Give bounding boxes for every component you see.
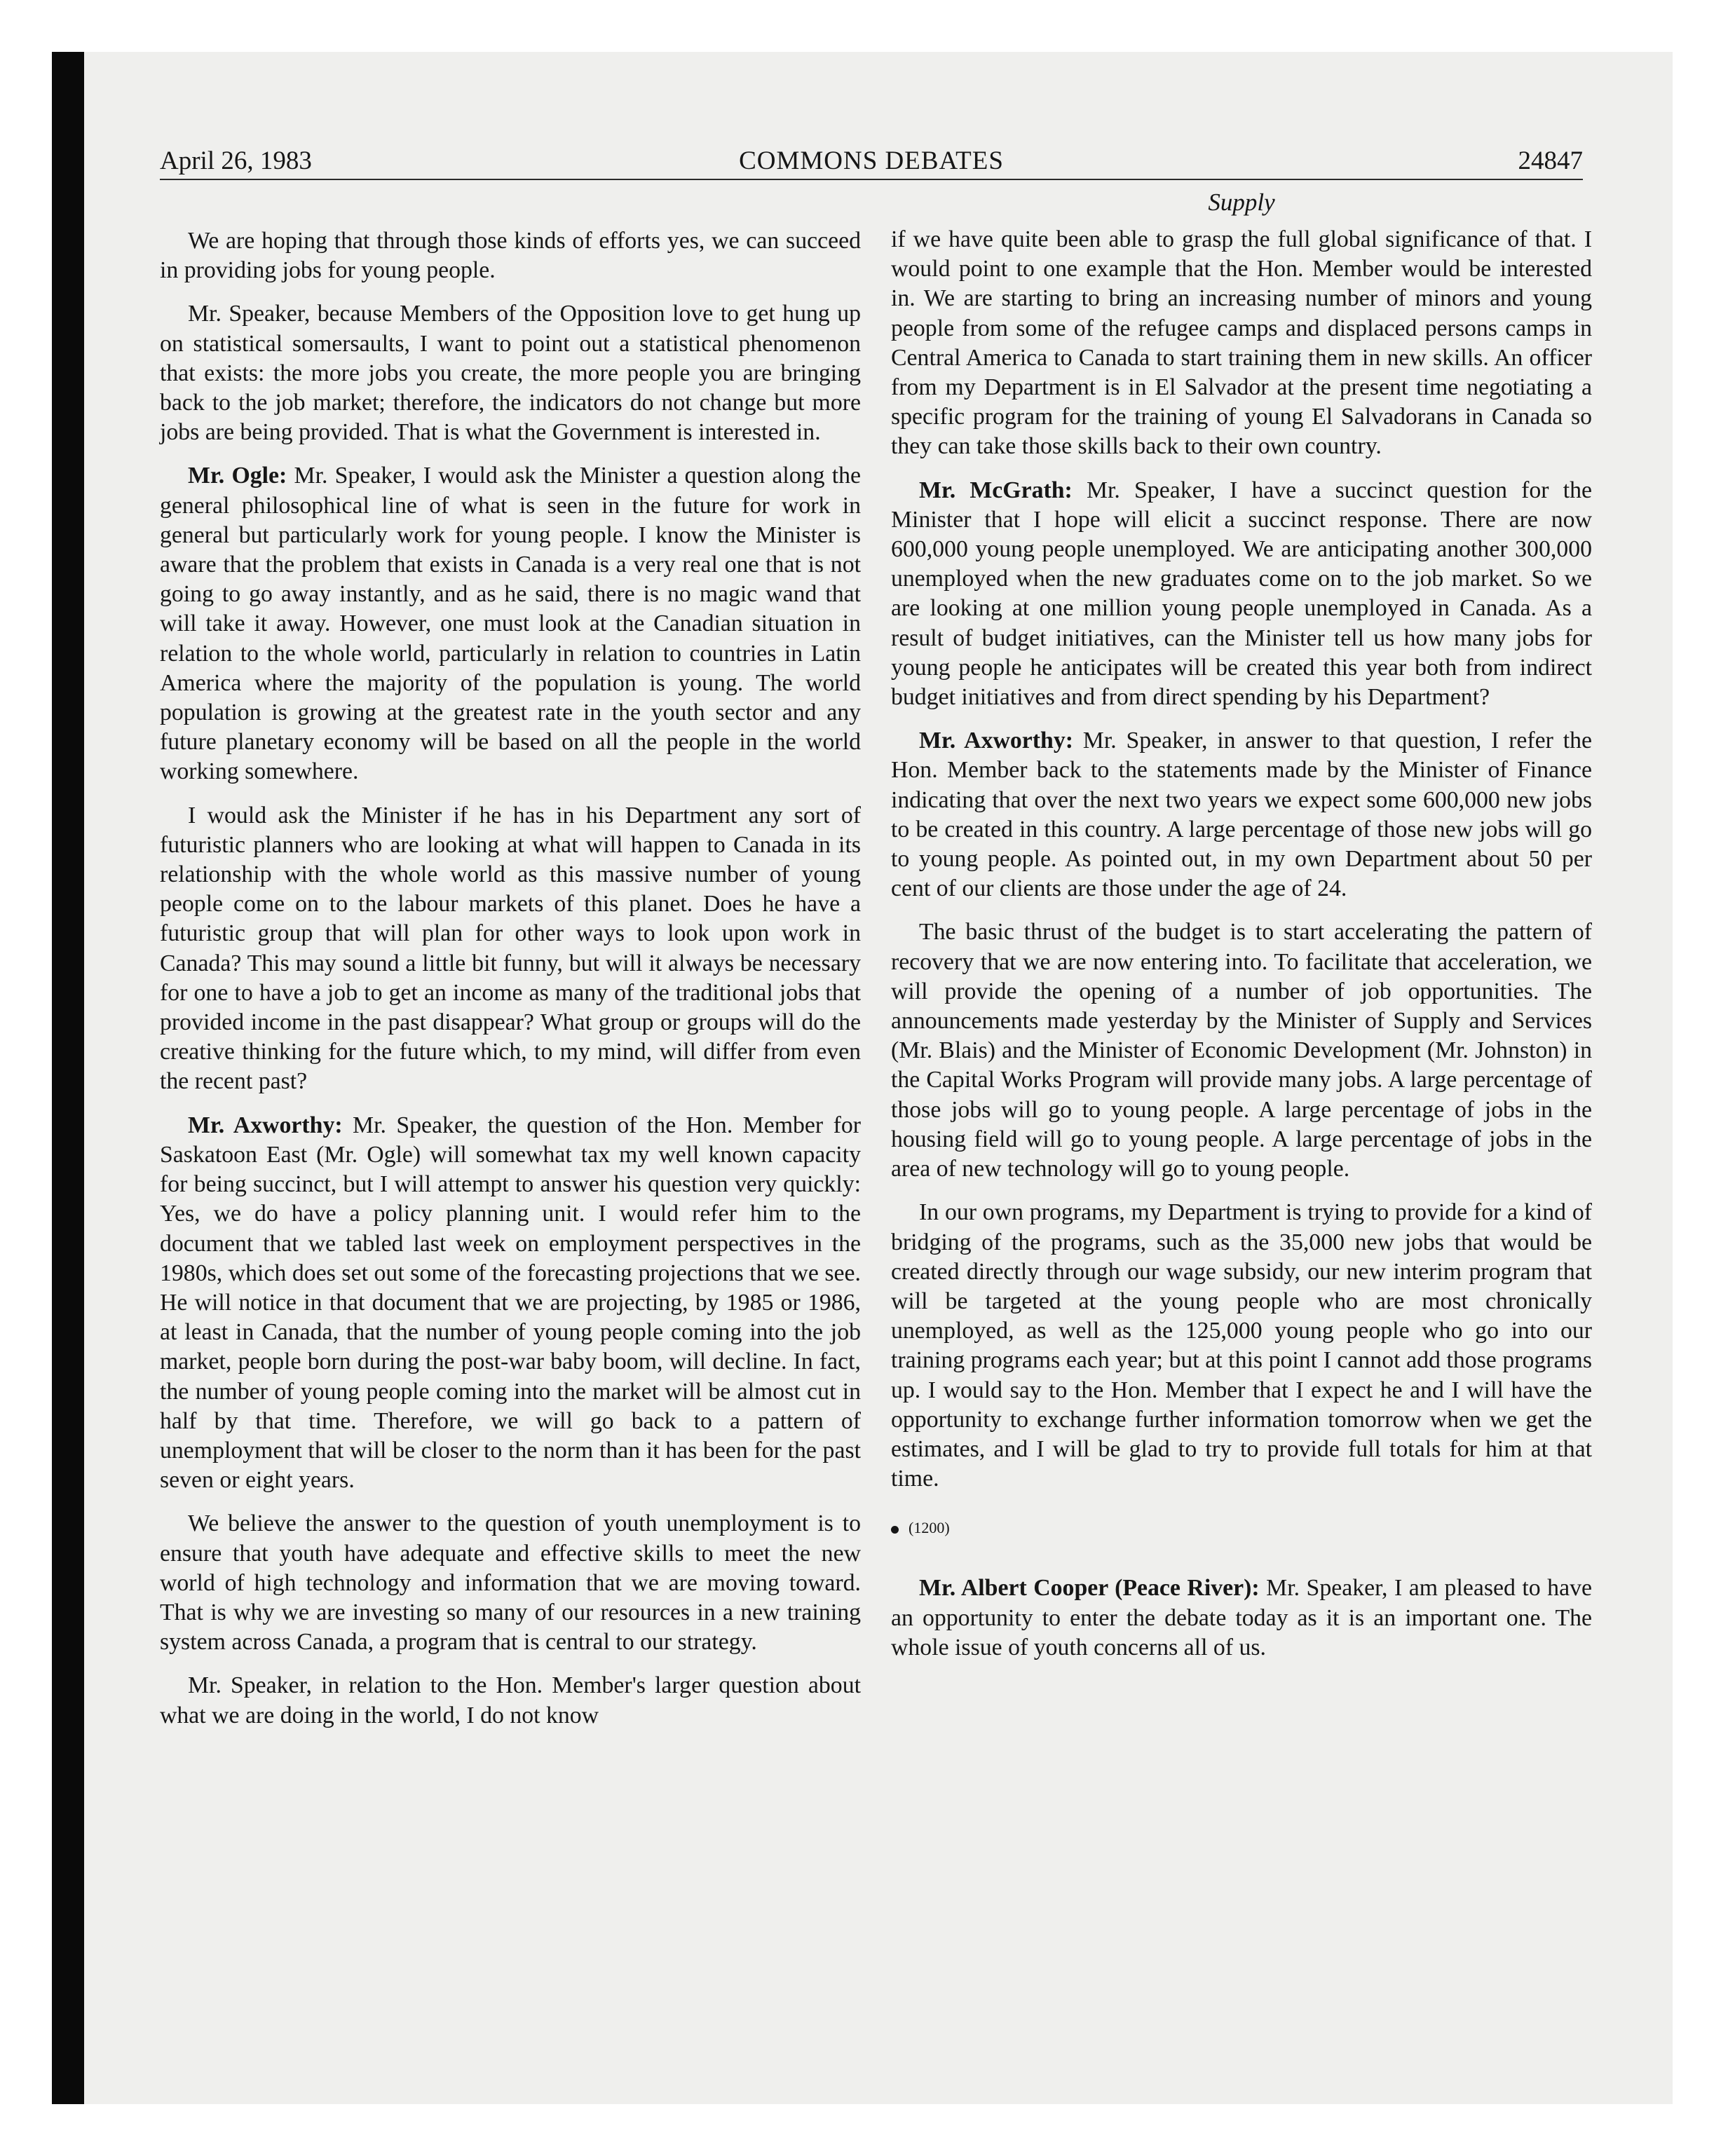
- left-column: [160, 226, 861, 1745]
- paragraph: [891, 476, 1592, 713]
- paragraph-text: Mr. Speaker, because Members of the Opposition love to get hung up on statistical somersaults, I want to point out a statistical phenomenon that exists: the more jobs you create, the more people you are bringing back to the job market; therefore, the indicators do not change but more jobs are being provided. That is what the Government is interested in.: [160, 301, 861, 446]
- paragraph: [160, 461, 861, 786]
- paragraph: [891, 1198, 1592, 1494]
- paragraph-text: Mr. Speaker, the question of the Hon. Member for Saskatoon East (Mr. Ogle) will somewhat tax my well known capacity for being succinct, but I will attempt to answer his question very quickly: Yes, we do have a policy planning unit. I would refer him to the document that we tabled last week on employment perspectives in the 1980s, which does set out some of the forecasting projections that we see. He will notice in that document that we are projecting, by 1985 or 1986, at least in Canada, that the number of young people coming into the job market, people born during the post-war baby boom, will decline. In fact, the number of young people coming into the market will be almost cut in half by that time. Therefore, we will go back to a pattern of unemployment that will be closer to the norm than it has been for the past seven or eight years.: [160, 1112, 862, 1494]
- paragraph: [160, 1671, 861, 1730]
- paragraph-text: The basic thrust of the budget is to start accelerating the pattern of recovery that we are now entering into. To facilitate that acceleration, we will provide the opening of a number of job opportunities. The announcements made yesterday by the Minister of Supply and Services (Mr. Blais) and the Minister of Economic Development (Mr. Johnston) in the Capital Works Program will provide many jobs. A large percentage of those jobs will go to young people. A large percentage of jobs in the housing field will go to young people. A large percentage of jobs in the area of new technology will go to young people.: [891, 919, 1592, 1182]
- paragraph-text: Mr. Speaker, I would ask the Minister a question along the general philosophical line of what is seen in the future for work in general but particularly work for young people. I know the Minister is aware that the problem that exists in Canada is a very real one that is not going to go away instantly, and as he said, there is no magic wand that will take it away. However, one must look at the Canadian situation in relation to the whole world, particularly in relation to countries in Latin America where the majority of the population is young. The world population is growing at the greatest rate in the youth sector and any future planetary economy will be based on all the people in the world working somewhere.: [160, 463, 862, 785]
- paragraph-text: Mr. Speaker, in answer to that question, I refer the Hon. Member back to the statements made by the Minister of Finance indicating that over the next two years we expect some 600,000 new jobs to be created in this country. A large percentage of those new jobs will go to young people. As pointed out, in my own Department about 50 per cent of our clients are those under the age of 24.: [891, 728, 1592, 902]
- speaker-name: Mr. Axworthy:: [188, 1112, 343, 1138]
- paragraph-text: In our own programs, my Department is trying to provide for a kind of bridging of the programs, such as the 35,000 new jobs that would be created directly through our wage subsidy, our new interim program that will be targeted at the young people who are most chronically unemployed, as well as the 125,000 young people who go into our training programs each year; but at this point I cannot add those programs up. I would say to the Hon. Member that I expect he and I will have the opportunity to exchange further information tomorrow when we get the estimates, and I will be glad to try to provide full totals for him at that time.: [891, 1199, 1592, 1492]
- header-date: April 26, 1983: [160, 146, 312, 175]
- paragraph: [160, 226, 861, 285]
- speaker-name: Mr. Axworthy:: [919, 728, 1073, 754]
- paragraph-text: Mr. Speaker, I have a succinct question for the Minister that I hope will elicit a succinct response. There are now 600,000 young people unemployed. We are anticipating another 300,000 unemployed when the new graduates come on to the job market. So we are looking at one million young people unemployed in Canada. As a result of budget initiatives, can the Minister tell us how many jobs for young people he anticipates will be created this year both from indirect budget initiatives and from direct spending by his Department?: [891, 477, 1593, 711]
- speaker-name: Mr. Ogle:: [188, 463, 287, 489]
- paragraph: [891, 917, 1592, 1184]
- paragraph-text: I would ask the Minister if he has in his Department any sort of futuristic planners who are looking at what will happen to Canada in its relationship with the whole world as this massive number of young people come on to the labour markets of this planet. Does he have a futuristic group that will plan for other ways to look upon work in Canada? This may sound a little bit funny, but will it always be necessary for one to have a job to get an income as many of the traditional jobs that provided income in the past disappear? What group or groups will do the creative thinking for the future which, to my mind, will differ from even the recent past?: [160, 802, 861, 1095]
- right-column-body: [891, 225, 1592, 1494]
- speaker-name: Mr. McGrath:: [919, 477, 1073, 503]
- paragraph-text: Mr. Speaker, I am pleased to have an opportunity to enter the debate today as it is an important one. The whole issue of youth concerns all of us.: [891, 1575, 1592, 1660]
- paragraph-text: if we have quite been able to grasp the full global significance of that. I would point to one example that the Hon. Member would be interested in. We are starting to bring an increasing number of minors and young people from some of the refugee camps and displaced persons camps in Central America to Canada to start training them in new skills. An officer from my Department is in El Salvador at the present time negotiating a specific program for the training of young El Salvadorans in Canada so they can take those skills back to their own country.: [891, 226, 1592, 460]
- paragraph-text: Mr. Speaker, in relation to the Hon. Member's larger question about what we are doing in the world, I do not know: [160, 1672, 861, 1728]
- paragraph: [891, 225, 1592, 462]
- paragraph: [160, 299, 861, 447]
- header-page-number: 24847: [1518, 146, 1583, 175]
- paragraph-text: We believe the answer to the question of youth unemployment is to ensure that youth have adequate and effective skills to meet the new world of high technology and information that we are moving toward. That is why we are investing so many of our resources in a new training system across Canada, a program that is central to our strategy.: [160, 1510, 861, 1656]
- right-column: [891, 187, 1592, 1677]
- paragraph: [160, 1509, 861, 1657]
- speaker-name: Mr. Albert Cooper (Peace River):: [919, 1575, 1260, 1602]
- time-marker-text: (1200): [909, 1519, 950, 1537]
- paragraph: [160, 1111, 861, 1496]
- right-column-continued: [891, 1574, 1592, 1663]
- bullet-icon: [891, 1526, 899, 1534]
- running-header: [160, 144, 1583, 180]
- header-title: COMMONS DEBATES: [739, 146, 1004, 175]
- paragraph: [891, 726, 1592, 903]
- time-marker: [891, 1517, 1592, 1538]
- section-title: Supply: [1208, 189, 1275, 216]
- document-page: [160, 144, 1593, 1728]
- paragraph: [160, 801, 861, 1097]
- paragraph-text: We are hoping that through those kinds of efforts yes, we can succeed in providing jobs for young people.: [160, 228, 861, 284]
- paragraph: [891, 1574, 1592, 1663]
- scan-shadow-edge: [52, 52, 84, 2104]
